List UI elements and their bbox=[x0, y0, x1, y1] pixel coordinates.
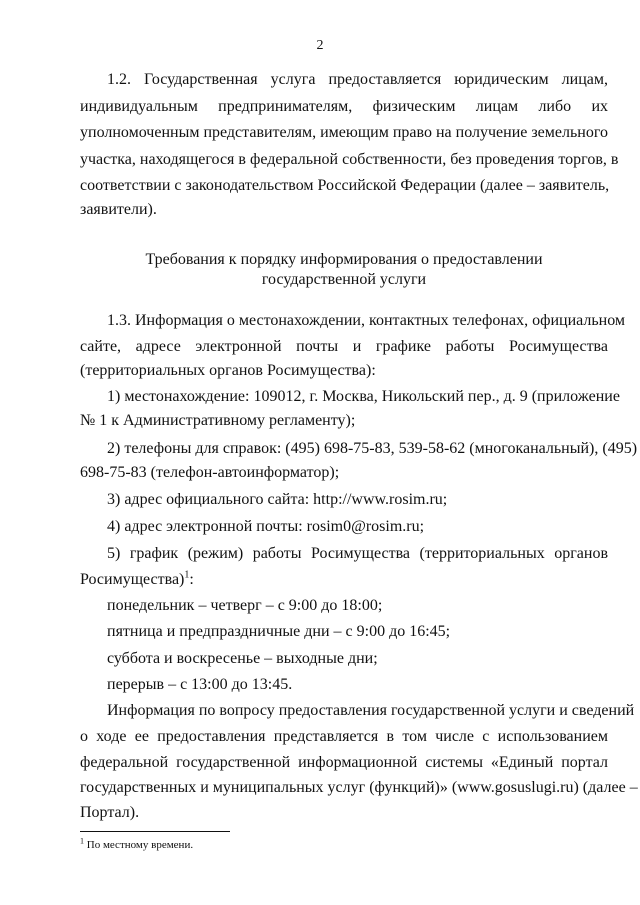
text-line: Портал). bbox=[80, 804, 140, 821]
text-line: заявители). bbox=[80, 201, 157, 218]
page-number: 2 bbox=[316, 38, 324, 53]
list-item-website: 3) адрес официального сайта: http://www.rosim.ru; bbox=[107, 491, 448, 508]
text-line: уполномоченным представителям, имеющим право на получение земельного bbox=[80, 124, 609, 141]
schedule-line: пятница и предпраздничные дни – с 9:00 до 16:45; bbox=[107, 623, 451, 640]
text-line: 1) местонахождение: 109012, г. Москва, Никольский пер., д. 9 (приложение bbox=[107, 388, 620, 405]
text-line: участка, находящегося в федеральной собственности, без проведения торгов, в bbox=[80, 151, 619, 168]
text-line: сайте, адресе электронной почты и графике работы Росимущества bbox=[80, 338, 608, 355]
text-line: Информация по вопросу предоставления государственной услуги и сведений bbox=[107, 702, 635, 719]
schedule-line: понедельник – четверг – с 9:00 до 18:00; bbox=[107, 597, 383, 614]
text-fragment: : bbox=[189, 571, 194, 588]
text-line: о ходе ее предоставления представляется в том числе с использованием bbox=[80, 728, 608, 745]
text-line: соответствии с законодательством Российской Федерации (далее – заявитель, bbox=[80, 177, 610, 194]
schedule-line: перерыв – с 13:00 до 13:45. bbox=[107, 676, 293, 693]
text-fragment: Росимущества) bbox=[80, 571, 185, 588]
text-line: 1.2. Государственная услуга предоставляется юридическим лицам, bbox=[107, 71, 608, 88]
text-line: (территориальных органов Росимущества): bbox=[80, 362, 376, 379]
text-line: 5) график (режим) работы Росимущества (территориальных органов bbox=[107, 545, 608, 562]
text-line: 2) телефоны для справок: (495) 698-75-83, 539-58-62 (многоканальный), (495) bbox=[107, 440, 638, 457]
list-item-email: 4) адрес электронной почты: rosim0@rosim.ru; bbox=[107, 518, 425, 535]
footnote-text: По местному времени. bbox=[84, 839, 194, 851]
text-line: индивидуальным предпринимателям, физическим лицам либо их bbox=[80, 98, 608, 115]
text-line: федеральной государственной информационной системы «Единый портал bbox=[80, 754, 608, 771]
footnote-reference: 1 bbox=[184, 569, 190, 581]
heading-line: государственной услуги bbox=[261, 271, 427, 288]
schedule-line: суббота и воскресенье – выходные дни; bbox=[107, 650, 378, 667]
heading-line: Требования к порядку информирования о предоставлении bbox=[145, 251, 543, 268]
footnote-mark: 1 bbox=[80, 836, 84, 846]
text-line bbox=[80, 570, 608, 590]
text-line: № 1 к Административному регламенту); bbox=[80, 412, 356, 429]
text-line: 698-75-83 (телефон-автоинформатор); bbox=[80, 464, 340, 481]
footnote bbox=[80, 838, 193, 852]
text-line: государственных и муниципальных услуг (функций)» (www.gosuslugi.ru) (далее – bbox=[80, 779, 638, 796]
text-line: 1.3. Информация о местонахождении, контактных телефонах, официальном bbox=[107, 312, 626, 329]
footnote-separator bbox=[80, 831, 230, 832]
